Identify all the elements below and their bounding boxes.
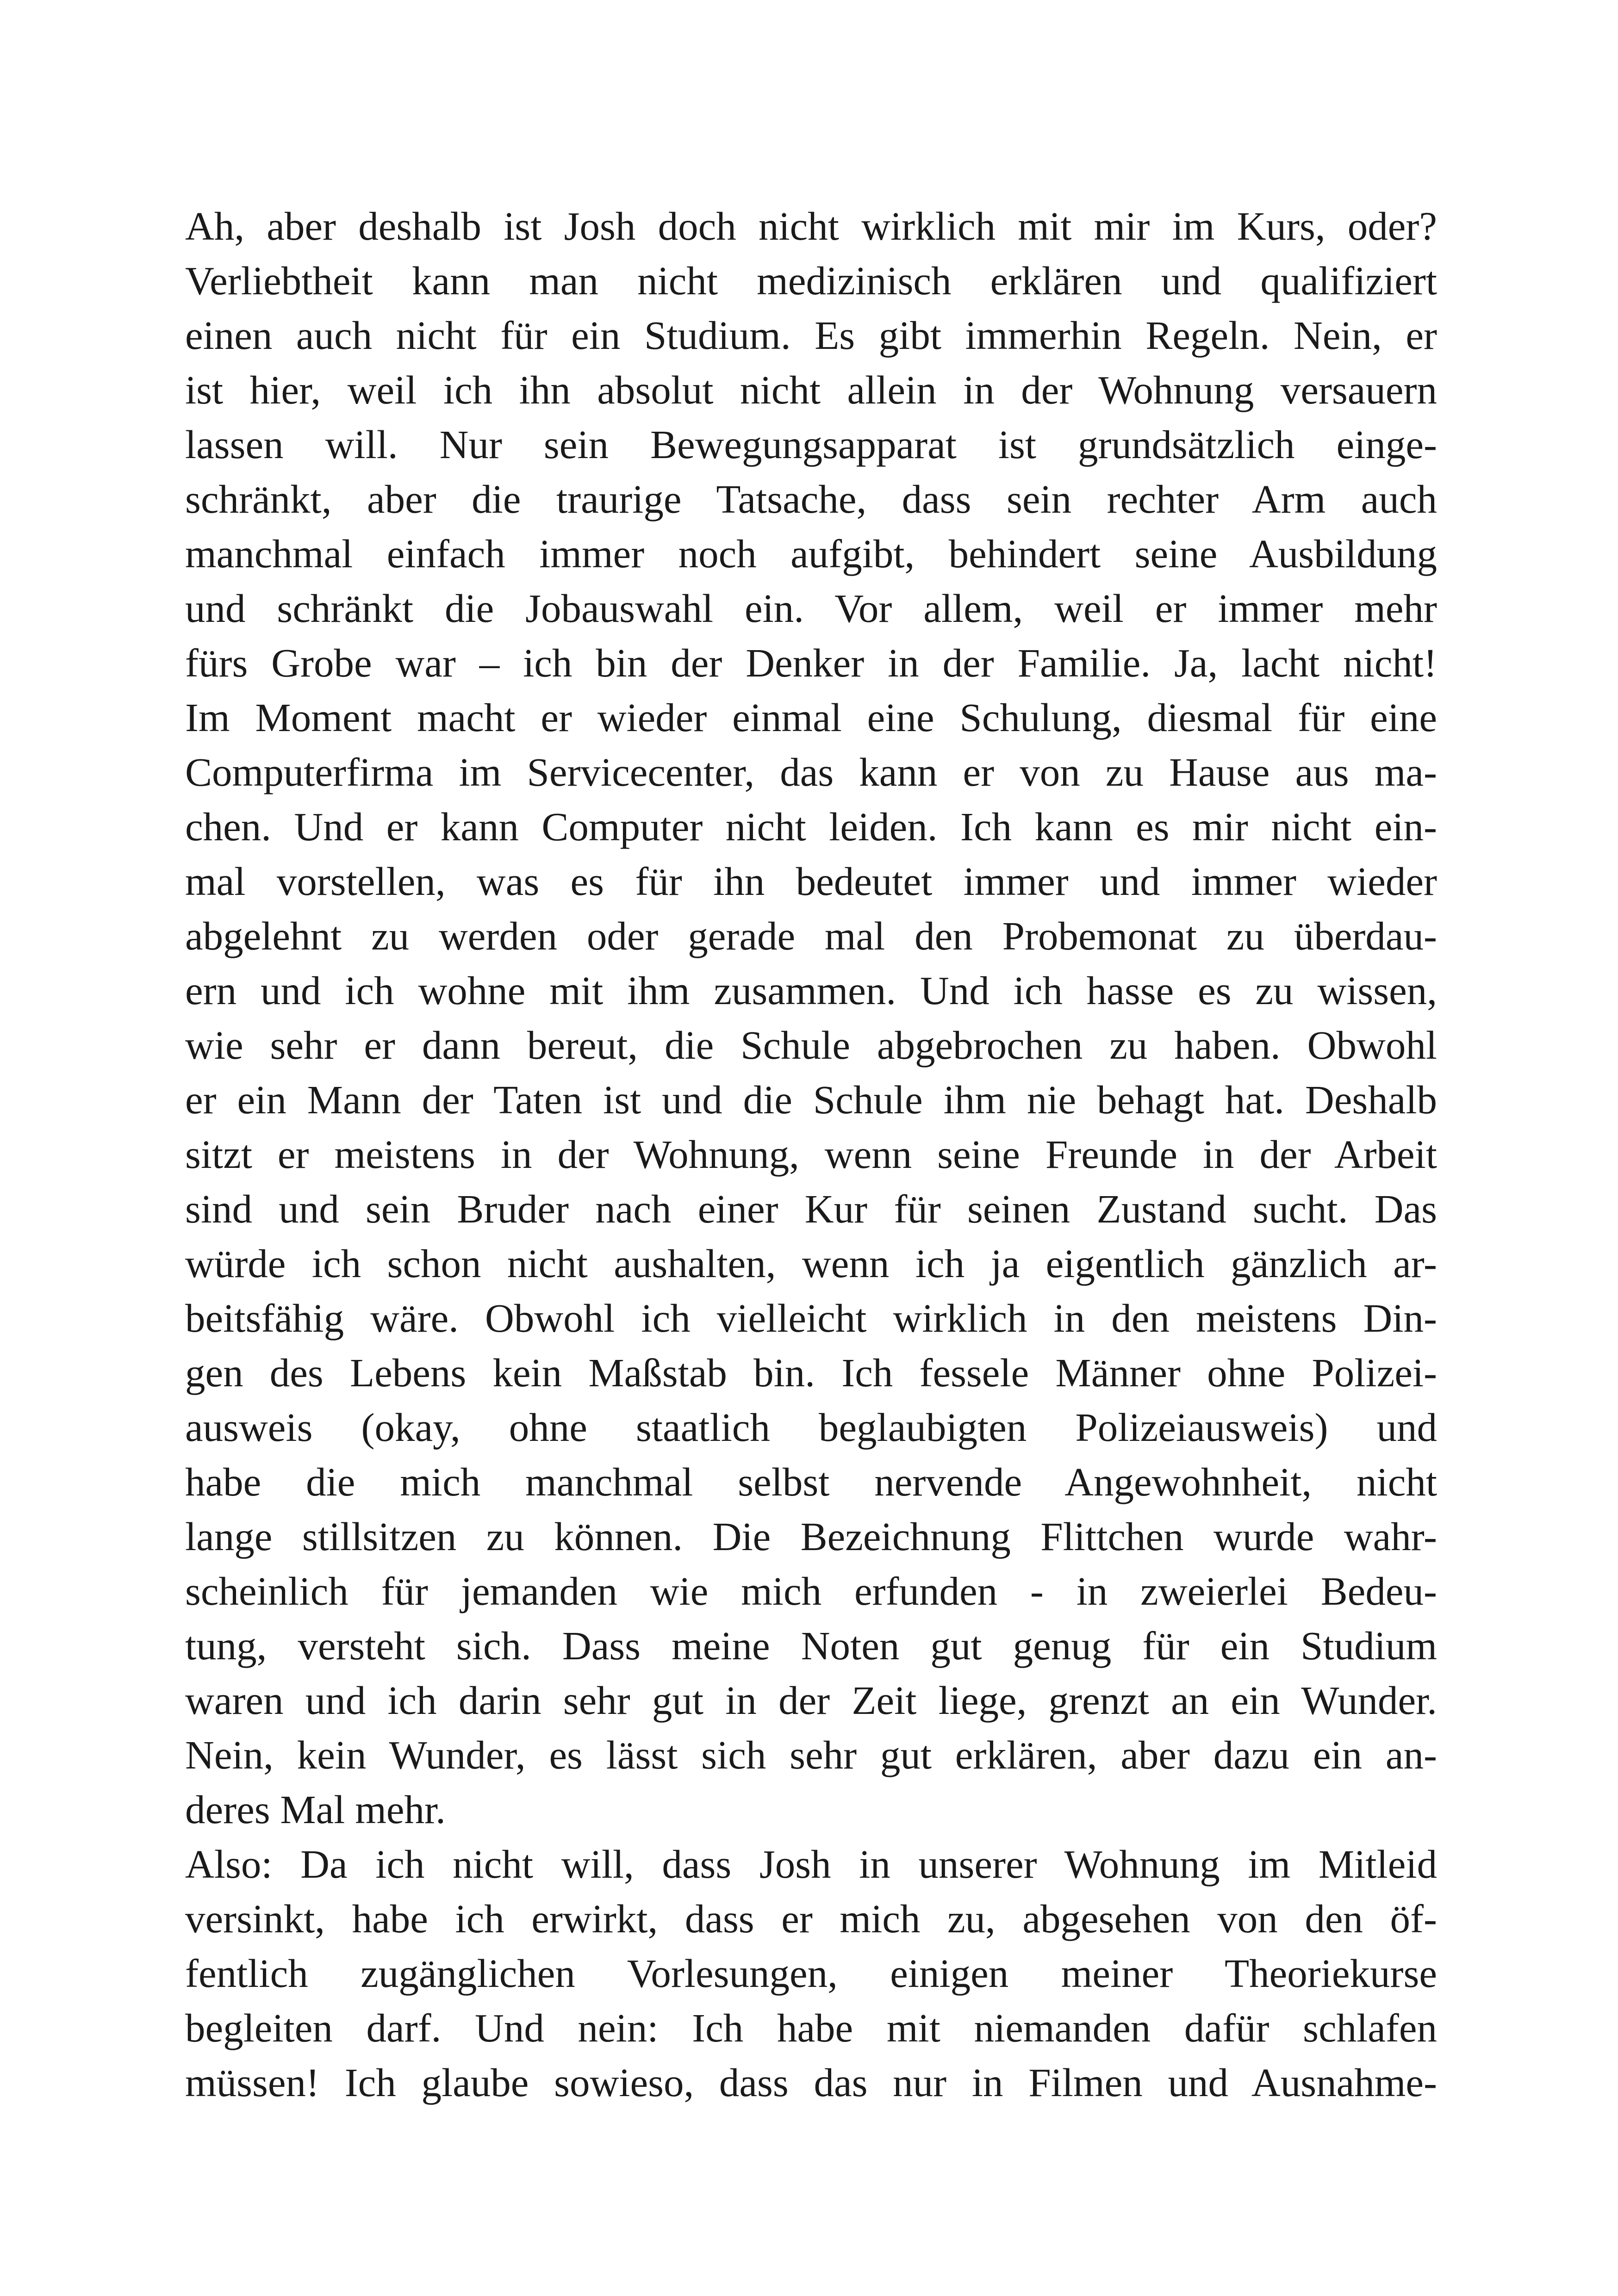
text-line: sind und sein Bruder nach einer Kur für seinen Zustand sucht. Das bbox=[185, 1186, 1437, 1231]
text-line: manchmal einfach immer noch aufgibt, behindert seine Ausbildung bbox=[185, 531, 1437, 576]
text-line: Nein, kein Wunder, es lässt sich sehr gut erklären, aber dazu ein an- bbox=[185, 1732, 1437, 1777]
text-line: ist hier, weil ich ihn absolut nicht allein in der Wohnung versauern bbox=[185, 367, 1437, 412]
text-line: tung, versteht sich. Dass meine Noten gut genug für ein Studium bbox=[185, 1623, 1437, 1668]
text-line: fentlich zugänglichen Vorlesungen, einigen meiner Theoriekurse bbox=[185, 1951, 1437, 1996]
text-line: begleiten darf. Und nein: Ich habe mit niemanden dafür schlafen bbox=[185, 2005, 1437, 2050]
text-line: schränkt, aber die traurige Tatsache, dass sein rechter Arm auch bbox=[185, 477, 1437, 521]
text-line: und schränkt die Jobauswahl ein. Vor allem, weil er immer mehr bbox=[185, 586, 1437, 631]
body-text bbox=[185, 199, 1437, 2110]
text-line: Verliebtheit kann man nicht medizinisch erklären und qualifiziert bbox=[185, 258, 1437, 303]
text-line: ausweis (okay, ohne staatlich beglaubigten Polizeiausweis) und bbox=[185, 1405, 1437, 1450]
text-line: er ein Mann der Taten ist und die Schule ihm nie behagt hat. Deshalb bbox=[185, 1077, 1437, 1122]
text-line: abgelehnt zu werden oder gerade mal den Probemonat zu überdau- bbox=[185, 913, 1437, 958]
text-line: lassen will. Nur sein Bewegungsapparat ist grundsätzlich einge- bbox=[185, 422, 1437, 467]
text-line: müssen! Ich glaube sowieso, dass das nur in Filmen und Ausnahme- bbox=[185, 2060, 1437, 2105]
text-line: habe die mich manchmal selbst nervende Angewohnheit, nicht bbox=[185, 1459, 1437, 1504]
text-line: sitzt er meistens in der Wohnung, wenn seine Freunde in der Arbeit bbox=[185, 1132, 1437, 1177]
text-line: Ah, aber deshalb ist Josh doch nicht wirklich mit mir im Kurs, oder? bbox=[185, 204, 1437, 248]
text-line: lange stillsitzen zu können. Die Bezeichnung Flittchen wurde wahr- bbox=[185, 1514, 1437, 1559]
text-line: würde ich schon nicht aushalten, wenn ich ja eigentlich gänzlich ar- bbox=[185, 1241, 1437, 1286]
text-line: waren und ich darin sehr gut in der Zeit liege, grenzt an ein Wunder. bbox=[185, 1678, 1437, 1723]
text-line: beitsfähig wäre. Obwohl ich vielleicht wirklich in den meistens Din- bbox=[185, 1296, 1437, 1340]
text-line: fürs Grobe war – ich bin der Denker in der Familie. Ja, lacht nicht! bbox=[185, 640, 1437, 685]
text-line: wie sehr er dann bereut, die Schule abgebrochen zu haben. Obwohl bbox=[185, 1023, 1437, 1067]
text-line: ern und ich wohne mit ihm zusammen. Und ich hasse es zu wissen, bbox=[185, 968, 1437, 1013]
text-line: scheinlich für jemanden wie mich erfunden - in zweierlei Bedeu- bbox=[185, 1569, 1437, 1613]
text-line: gen des Lebens kein Maßstab bin. Ich fessele Männer ohne Polizei- bbox=[185, 1350, 1437, 1395]
text-line: versinkt, habe ich erwirkt, dass er mich zu, abgesehen von den öf- bbox=[185, 1896, 1437, 1941]
text-line: Also: Da ich nicht will, dass Josh in unserer Wohnung im Mitleid bbox=[185, 1842, 1437, 1886]
text-line: Im Moment macht er wieder einmal eine Schulung, diesmal für eine bbox=[185, 695, 1437, 740]
text-line: einen auch nicht für ein Studium. Es gibt immerhin Regeln. Nein, er bbox=[185, 313, 1437, 358]
text-line: deres Mal mehr. bbox=[185, 1787, 446, 1832]
text-line: Computerfirma im Servicecenter, das kann er von zu Hause aus ma- bbox=[185, 750, 1437, 794]
text-line: mal vorstellen, was es für ihn bedeutet immer und immer wieder bbox=[185, 859, 1437, 904]
text-line: chen. Und er kann Computer nicht leiden. Ich kann es mir nicht ein- bbox=[185, 804, 1437, 849]
